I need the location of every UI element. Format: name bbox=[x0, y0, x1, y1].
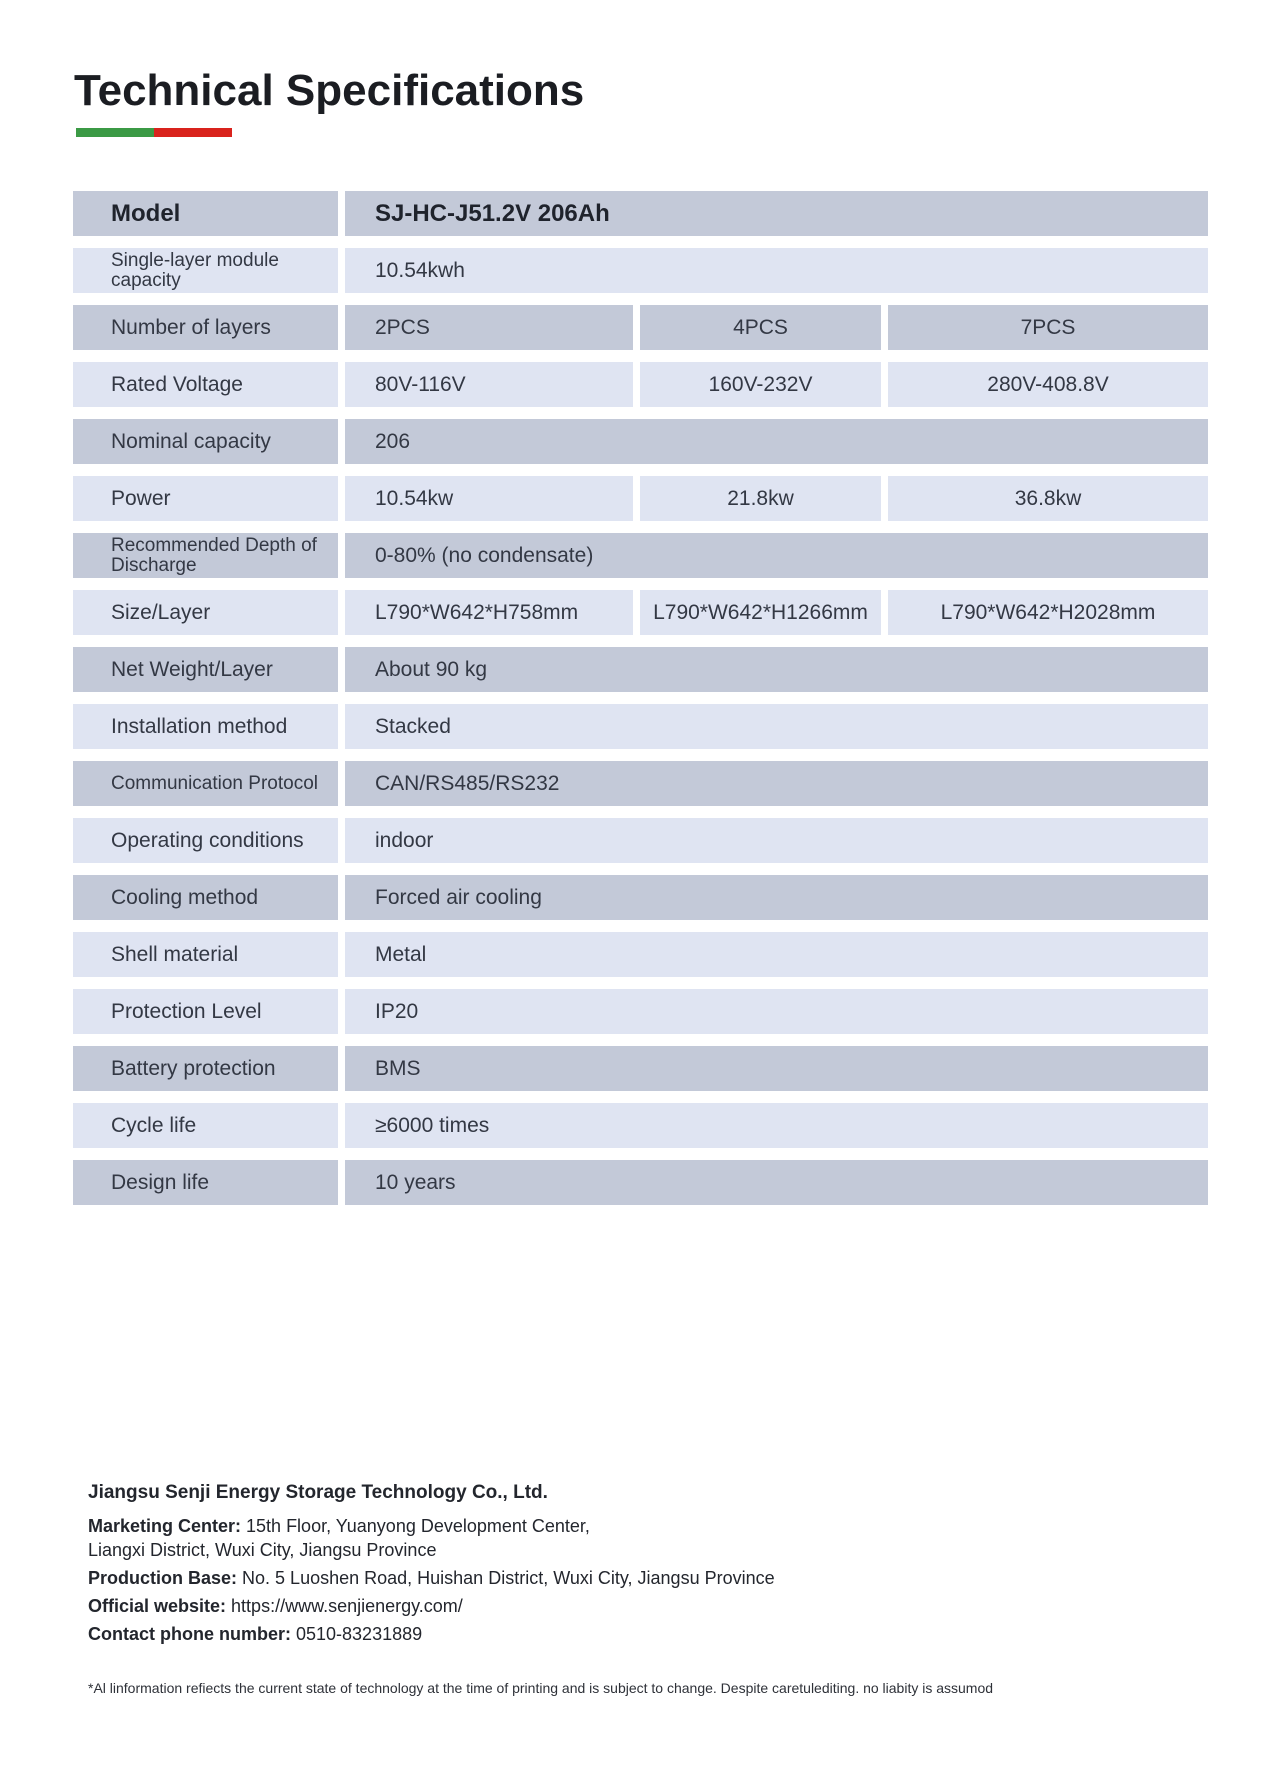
row-value: 10.54kwh bbox=[345, 248, 1208, 293]
table-row bbox=[73, 305, 1208, 350]
row-value: 10 years bbox=[345, 1160, 1208, 1205]
table-row bbox=[73, 362, 1208, 407]
disclaimer-text: *Al linformation refiects the current state of technology at the time of printing and is subject to change. Despite caretulediting. no liabity is assumod bbox=[88, 1680, 994, 1696]
table-row bbox=[73, 704, 1208, 749]
row-value: 7PCS bbox=[888, 305, 1208, 350]
table-row bbox=[73, 476, 1208, 521]
table-row bbox=[73, 1046, 1208, 1091]
row-value: 280V-408.8V bbox=[888, 362, 1208, 407]
row-value: L790*W642*H758mm bbox=[345, 590, 633, 635]
row-value: BMS bbox=[345, 1046, 1208, 1091]
row-value: About 90 kg bbox=[345, 647, 1208, 692]
row-label: Battery protection bbox=[73, 1046, 338, 1091]
row-value: Forced air cooling bbox=[345, 875, 1208, 920]
row-value: L790*W642*H2028mm bbox=[888, 590, 1208, 635]
table-row bbox=[73, 419, 1208, 464]
row-label: Number of layers bbox=[73, 305, 338, 350]
row-label: Cycle life bbox=[73, 1103, 338, 1148]
row-label: Design life bbox=[73, 1160, 338, 1205]
website-label: Official website: bbox=[88, 1596, 227, 1616]
row-value: 160V-232V bbox=[640, 362, 881, 407]
production-base-address: No. 5 Luoshen Road, Huishan District, Wuxi City, Jiangsu Province bbox=[237, 1568, 775, 1588]
table-row bbox=[73, 818, 1208, 863]
table-row bbox=[73, 248, 1208, 293]
phone-line bbox=[88, 1622, 1188, 1646]
row-value: 21.8kw bbox=[640, 476, 881, 521]
table-row bbox=[73, 932, 1208, 977]
table-row bbox=[73, 1160, 1208, 1205]
row-value: 36.8kw bbox=[888, 476, 1208, 521]
row-label: Size/Layer bbox=[73, 590, 338, 635]
row-label: Communication Protocol bbox=[73, 761, 338, 806]
website-url[interactable]: https://www.senjienergy.com/ bbox=[226, 1596, 463, 1616]
row-value: Metal bbox=[345, 932, 1208, 977]
row-value: L790*W642*H1266mm bbox=[640, 590, 881, 635]
table-row bbox=[73, 989, 1208, 1034]
row-value: 206 bbox=[345, 419, 1208, 464]
phone-label: Contact phone number: bbox=[88, 1624, 291, 1644]
row-value: 80V-116V bbox=[345, 362, 633, 407]
row-label: Nominal capacity bbox=[73, 419, 338, 464]
marketing-center-address-line2: Liangxi District, Wuxi City, Jiangsu Province bbox=[88, 1540, 437, 1560]
marketing-center-address: 15th Floor, Yuanyong Development Center, bbox=[241, 1516, 590, 1536]
page-title: Technical Specifications bbox=[74, 66, 585, 115]
row-value: CAN/RS485/RS232 bbox=[345, 761, 1208, 806]
phone-number: 0510-83231889 bbox=[291, 1624, 423, 1644]
company-footer bbox=[88, 1482, 1188, 1646]
production-base-label: Production Base: bbox=[88, 1568, 238, 1588]
row-label: Recommended Depth of Discharge bbox=[73, 533, 338, 578]
model-value: SJ-HC-J51.2V 206Ah bbox=[345, 191, 1208, 236]
table-row bbox=[73, 1103, 1208, 1148]
row-value: 0-80% (no condensate) bbox=[345, 533, 1208, 578]
table-row bbox=[73, 647, 1208, 692]
company-name: Jiangsu Senji Energy Storage Technology Co., Ltd. bbox=[88, 1482, 548, 1503]
underline-green-bar bbox=[76, 128, 154, 137]
row-value: 4PCS bbox=[640, 305, 881, 350]
production-base-line bbox=[88, 1566, 1188, 1590]
row-label: Net Weight/Layer bbox=[73, 647, 338, 692]
table-row bbox=[73, 875, 1208, 920]
row-label: Cooling method bbox=[73, 875, 338, 920]
row-label: Single-layer module capacity bbox=[73, 248, 338, 293]
row-value: Stacked bbox=[345, 704, 1208, 749]
table-row bbox=[73, 590, 1208, 635]
row-label: Rated Voltage bbox=[73, 362, 338, 407]
table-row bbox=[73, 533, 1208, 578]
marketing-center-line bbox=[88, 1514, 1188, 1538]
row-label: Operating conditions bbox=[73, 818, 338, 863]
website-line bbox=[88, 1594, 1188, 1618]
underline-red-bar bbox=[154, 128, 232, 137]
table-header-row bbox=[73, 191, 1208, 236]
row-value: 2PCS bbox=[345, 305, 633, 350]
row-value: ≥6000 times bbox=[345, 1103, 1208, 1148]
row-value: IP20 bbox=[345, 989, 1208, 1034]
row-value: indoor bbox=[345, 818, 1208, 863]
row-label: Installation method bbox=[73, 704, 338, 749]
row-label: Shell material bbox=[73, 932, 338, 977]
title-underline bbox=[76, 128, 232, 137]
table-row bbox=[73, 761, 1208, 806]
row-label: Power bbox=[73, 476, 338, 521]
header-label: Model bbox=[73, 191, 338, 236]
row-label: Protection Level bbox=[73, 989, 338, 1034]
row-value: 10.54kw bbox=[345, 476, 633, 521]
marketing-center-label: Marketing Center: bbox=[88, 1516, 242, 1536]
